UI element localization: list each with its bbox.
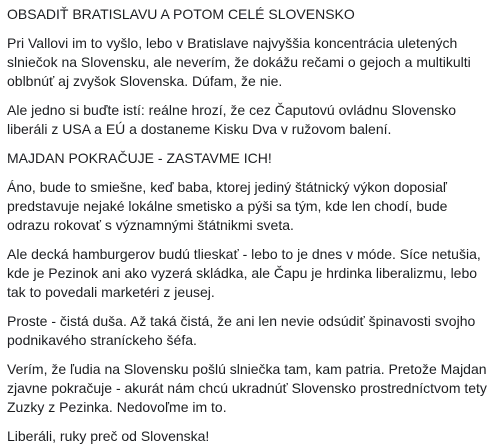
post-paragraph: Proste - čistá duša. Až taká čistá, že ani len nevie odsúdiť špinavosti svojho podnikavého straníckeho šéfa. bbox=[7, 313, 476, 348]
post-paragraph: Áno, bude to smiešne, keď baba, ktorej jediný štátnický výkon doposiaľ predstavuje nejaké lokálne smetisko a pýši sa tým, kde len chodí, bude odrazu rokovať s významnými štátnikmi sveta. bbox=[7, 179, 448, 233]
post-paragraph: Ale decká hamburgerov budú tlieskať - lebo to je dnes v móde. Síce netušia, kde je Pezinok ani ako vyzerá skládka, ale Čapu je hrdinka liberalizmu, lebo tak to povedali marketéri z jeusej. bbox=[7, 246, 481, 300]
post-heading-2: MAJDAN POKRAČUJE - ZASTAVME ICH! bbox=[7, 150, 272, 166]
post-closing-line: Liberáli, ruky preč od Slovenska! bbox=[7, 428, 210, 444]
post-paragraph: Ale jedno si buďte istí: reálne hrozí, že cez Čaputovú ovládnu Slovensko liberáli z USA a EÚ a dostaneme Kisku Dva v ružovom balení. bbox=[7, 102, 457, 137]
post-paragraph: Verím, že ľudia na Slovensku pošlú slniečka tam, kam patria. Pretože Majdan zjavne pokračuje - akurát nám chcú ukradnúť Slovensko prostredníctvom tety Zuzky z Pezinka. Nedovoľme im to. bbox=[7, 361, 487, 415]
post-paragraph: Pri Vallovi im to vyšlo, lebo v Bratislave najvyššia koncentrácia uletených slniečok na Slovensku, ale neverím, že dokážu rečami o gejoch a multikulti oblbnúť aj zvyšok Slovenska. Dúfam, že nie. bbox=[7, 35, 471, 89]
post-heading-1: OBSADIŤ BRATISLAVU A POTOM CELÉ SLOVENSKO bbox=[7, 6, 355, 22]
